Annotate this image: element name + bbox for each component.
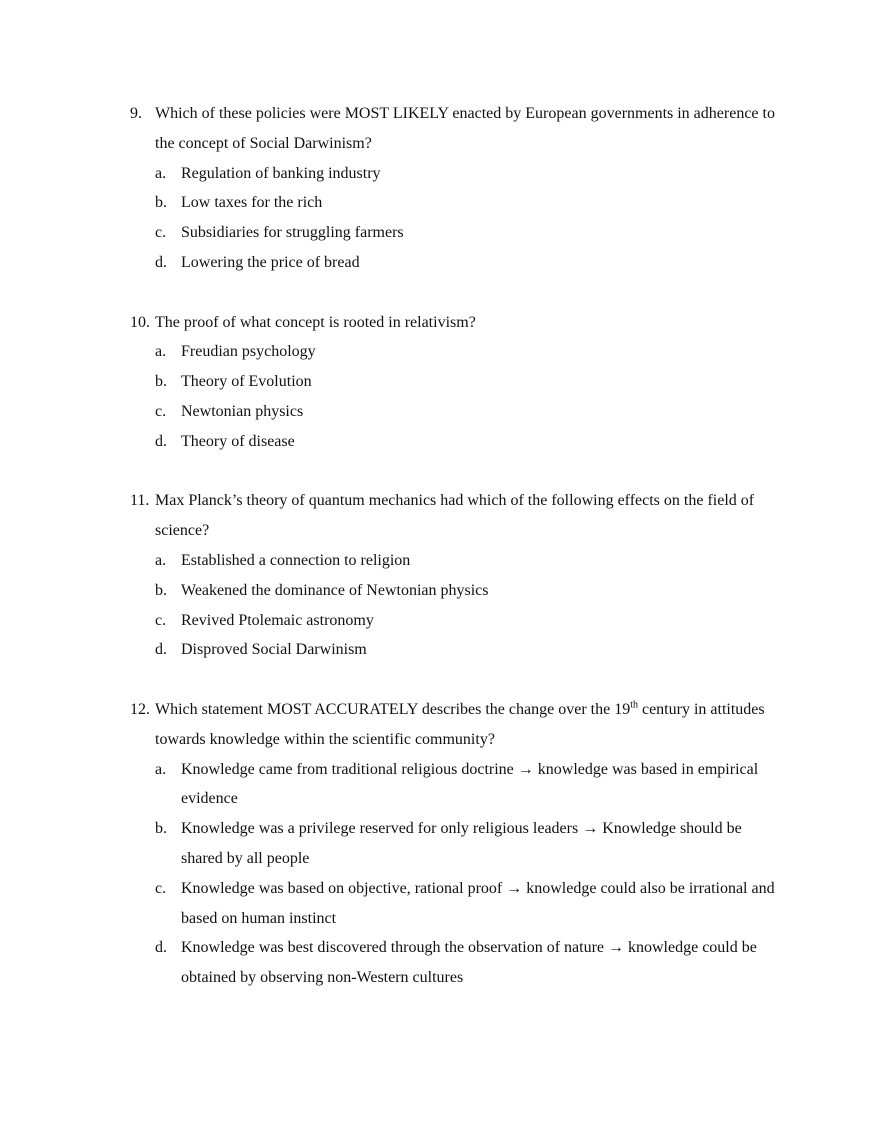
option-text: Newtonian physics: [181, 402, 304, 420]
option-c: [0, 218, 781, 248]
option-text: Theory of Evolution: [181, 373, 312, 391]
option-text: Knowledge came from traditional religious doctrine → knowledge was based in empirical evidence: [181, 760, 759, 808]
option-text: Lowering the price of bread: [181, 253, 360, 271]
question-number: 10.: [130, 313, 150, 331]
question-text: Which of these policies were MOST LIKELY enacted by European governments in adherence to the concept of Social Darwinism?: [155, 105, 775, 152]
question-11: [0, 486, 880, 665]
option-letter: d.: [155, 253, 167, 271]
option-text: Weakened the dominance of Newtonian physics: [181, 581, 489, 599]
question-text: The proof of what concept is rooted in relativism?: [155, 313, 476, 331]
option-text: Regulation of banking industry: [181, 164, 381, 182]
question-number: 12.: [130, 700, 150, 718]
option-text: Knowledge was based on objective, rational proof → knowledge could also be irrational and based on human instinct: [181, 879, 775, 927]
option-c: [0, 606, 781, 636]
option-b: [0, 188, 781, 218]
option-c: [0, 874, 781, 934]
option-letter: c.: [155, 402, 167, 420]
option-text: Theory of disease: [181, 432, 295, 450]
option-d: [0, 933, 781, 993]
question-stem: [0, 486, 785, 546]
option-b: [0, 814, 781, 874]
option-a: [0, 159, 781, 189]
option-text: Knowledge was best discovered through the observation of nature → knowledge could be obtained by observing non-Western cultures: [181, 939, 757, 987]
option-letter: a.: [155, 760, 167, 778]
option-letter: a.: [155, 343, 167, 361]
ordinal-superscript: th: [630, 699, 638, 711]
document-page: [0, 99, 880, 1023]
option-letter: a.: [155, 164, 167, 182]
option-letter: b.: [155, 581, 167, 599]
option-text: Revived Ptolemaic astronomy: [181, 611, 374, 629]
option-text: Subsidiaries for struggling farmers: [181, 224, 404, 242]
option-letter: c.: [155, 611, 167, 629]
option-text: Knowledge was a privilege reserved for only religious leaders → Knowledge should be shared by all people: [181, 820, 742, 867]
question-10: [0, 308, 880, 457]
question-text: Which statement MOST ACCURATELY describes the change over the 19: [155, 700, 631, 718]
option-letter: b.: [155, 820, 167, 838]
option-letter: d.: [155, 939, 167, 957]
question-12: [0, 695, 880, 993]
option-c: [0, 397, 781, 427]
question-9: [0, 99, 880, 278]
option-letter: a.: [155, 551, 167, 569]
option-text: Established a connection to religion: [181, 551, 411, 569]
question-stem: [0, 99, 785, 159]
question-text-continued: century in attitudes towards knowledge within the scientific community?: [155, 700, 765, 748]
option-b: [0, 576, 781, 606]
option-text: Low taxes for the rich: [181, 194, 323, 212]
option-b: [0, 367, 781, 397]
question-stem: [0, 695, 785, 755]
option-letter: d.: [155, 432, 167, 450]
option-text: Freudian psychology: [181, 343, 316, 361]
option-a: [0, 337, 781, 367]
option-letter: b.: [155, 373, 167, 391]
question-number: 9.: [130, 105, 142, 122]
option-letter: c.: [155, 879, 167, 897]
question-text: Max Planck’s theory of quantum mechanics had which of the following effects on the field of science?: [155, 492, 755, 540]
option-d: [0, 248, 781, 278]
question-stem: [0, 308, 785, 338]
question-number: 11.: [130, 492, 150, 510]
option-d: [0, 635, 781, 665]
option-letter: d.: [155, 641, 167, 659]
option-a: [0, 755, 781, 815]
option-letter: b.: [155, 194, 167, 212]
option-d: [0, 427, 781, 457]
option-a: [0, 546, 781, 576]
option-letter: c.: [155, 224, 167, 242]
option-text: Disproved Social Darwinism: [181, 641, 367, 659]
